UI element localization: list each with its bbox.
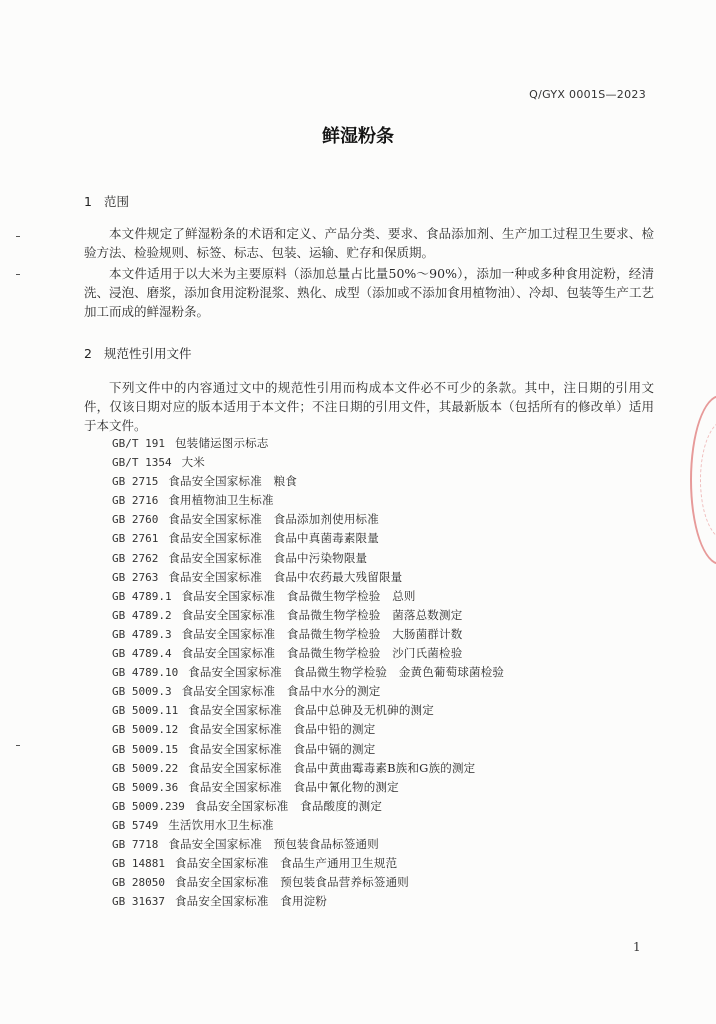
reference-item <box>112 625 504 644</box>
reference-code: GB 5009.3 <box>112 685 172 699</box>
reference-code: GB 4789.3 <box>112 627 172 641</box>
reference-title: 食品安全国家标准 粮食 <box>168 474 298 489</box>
section-heading-scope <box>84 192 129 210</box>
reference-item <box>112 778 504 797</box>
reference-title: 食品安全国家标准 食品中水分的测定 <box>181 684 381 699</box>
reference-title: 食品安全国家标准 食品酸度的测定 <box>194 798 383 813</box>
reference-item <box>112 759 504 778</box>
reference-code: GB 4789.1 <box>112 589 172 603</box>
page-title: 鲜湿粉条 <box>322 126 394 147</box>
scope-paragraph-2: 本文件适用于以大米为主要原料（添加总量占比量50%～90%），添加一种或多种食用淀粉，经清洗、浸泡、磨浆，添加食用淀粉混浆、熟化、成型（添加或不添加食用植物油）、冷却、包装等生产工艺加工而成的鲜湿粉条。 <box>84 266 654 319</box>
reference-code: GB 5749 <box>112 818 159 832</box>
reference-code: GB 4789.10 <box>112 666 179 680</box>
reference-item <box>112 568 504 587</box>
reference-title: 食品安全国家标准 食用淀粉 <box>174 894 328 909</box>
reference-code: GB 5009.12 <box>112 723 179 737</box>
reference-item <box>112 453 504 472</box>
reference-item <box>112 740 504 759</box>
reference-list <box>112 434 504 911</box>
scan-mark <box>16 274 20 275</box>
reference-title: 食品安全国家标准 预包装食品标签通则 <box>168 836 379 851</box>
reference-title: 食品安全国家标准 食品中真菌毒素限量 <box>168 531 379 546</box>
reference-item <box>112 663 504 682</box>
reference-item <box>112 816 504 835</box>
section-number: 1 <box>84 194 92 209</box>
reference-item <box>112 510 504 529</box>
page-number: 1 <box>633 940 641 954</box>
reference-title: 食品安全国家标准 食品微生物学检验 金黄色葡萄球菌检验 <box>188 665 505 680</box>
reference-code: GB 7718 <box>112 837 159 851</box>
reference-item <box>112 682 504 701</box>
reference-item <box>112 606 504 625</box>
reference-title: 食品安全国家标准 食品微生物学检验 菌落总数测定 <box>181 607 463 622</box>
reference-item <box>112 797 504 816</box>
section-number: 2 <box>84 346 92 361</box>
reference-item <box>112 587 504 606</box>
reference-code: GB 4789.4 <box>112 647 172 661</box>
reference-title: 食品安全国家标准 食品中总砷及无机砷的测定 <box>188 703 434 718</box>
reference-code: GB 5009.36 <box>112 780 179 794</box>
reference-code: GB 5009.239 <box>112 799 185 813</box>
reference-code: GB 2761 <box>112 532 159 546</box>
reference-code: GB 14881 <box>112 857 165 871</box>
reference-title: 食品安全国家标准 食品添加剂使用标准 <box>168 512 379 527</box>
reference-item <box>112 529 504 548</box>
reference-item <box>112 644 504 663</box>
reference-title: 食品安全国家标准 食品生产通用卫生规范 <box>174 856 398 871</box>
reference-title: 食品安全国家标准 食品微生物学检验 沙门氏菌检验 <box>181 646 463 661</box>
reference-item <box>112 854 504 873</box>
reference-title: 食品安全国家标准 预包装食品营养标签通则 <box>174 875 409 890</box>
reference-item <box>112 701 504 720</box>
reference-code: GB 2762 <box>112 551 159 565</box>
reference-code: GB 5009.22 <box>112 761 179 775</box>
reference-item <box>112 549 504 568</box>
reference-code: GB 4789.2 <box>112 608 172 622</box>
reference-title: 食品安全国家标准 食品中黄曲霉毒素B族和G族的测定 <box>188 760 476 775</box>
reference-item <box>112 720 504 739</box>
reference-title: 食用植物油卫生标准 <box>168 493 274 508</box>
reference-title: 食品安全国家标准 食品中铅的测定 <box>188 722 376 737</box>
reference-code: GB 2760 <box>112 513 159 527</box>
reference-code: GB 28050 <box>112 876 165 890</box>
reference-code: GB 2716 <box>112 494 159 508</box>
reference-title: 生活饮用水卫生标准 <box>168 817 274 832</box>
reference-item <box>112 472 504 491</box>
section-title: 规范性引用文件 <box>104 346 192 361</box>
reference-title: 大米 <box>181 455 206 470</box>
reference-title: 食品安全国家标准 食品中镉的测定 <box>188 741 376 756</box>
reference-code: GB 5009.11 <box>112 704 179 718</box>
reference-item <box>112 892 504 911</box>
reference-code: GB 2715 <box>112 475 159 489</box>
references-intro-paragraph: 下列文件中的内容通过文中的规范性引用而构成本文件必不可少的条款。其中，注日期的引用文件，仅该日期对应的版本适用于本文件；不注日期的引用文件，其最新版本（包括所有的修改单）适用于本文件。 <box>84 380 654 433</box>
scan-mark <box>16 236 20 237</box>
reference-code: GB 31637 <box>112 895 165 909</box>
scan-mark <box>16 745 20 746</box>
reference-item <box>112 835 504 854</box>
section-title: 范围 <box>104 194 130 209</box>
reference-code: GB 5009.15 <box>112 742 179 756</box>
reference-code: GB 2763 <box>112 570 159 584</box>
reference-item <box>112 873 504 892</box>
reference-code: GB/T 191 <box>112 437 165 450</box>
reference-title: 食品安全国家标准 食品中污染物限量 <box>168 550 368 565</box>
document-code: Q/GYX 0001S—2023 <box>529 88 646 101</box>
reference-item <box>112 434 504 453</box>
reference-title: 食品安全国家标准 食品中农药最大残留限量 <box>168 569 403 584</box>
section-heading-normative-references <box>84 344 192 362</box>
scope-paragraph-1: 本文件规定了鲜湿粉条的术语和定义、产品分类、要求、食品添加剂、生产加工过程卫生要求、检验方法、检验规则、标签、标志、包装、运输、贮存和保质期。 <box>84 226 654 260</box>
reference-item <box>112 491 504 510</box>
reference-title: 包装储运图示标志 <box>174 436 269 450</box>
reference-title: 食品安全国家标准 食品微生物学检验 总则 <box>181 588 416 603</box>
reference-title: 食品安全国家标准 食品中氰化物的测定 <box>188 779 399 794</box>
reference-code: GB/T 1354 <box>112 456 172 470</box>
reference-title: 食品安全国家标准 食品微生物学检验 大肠菌群计数 <box>181 626 463 641</box>
